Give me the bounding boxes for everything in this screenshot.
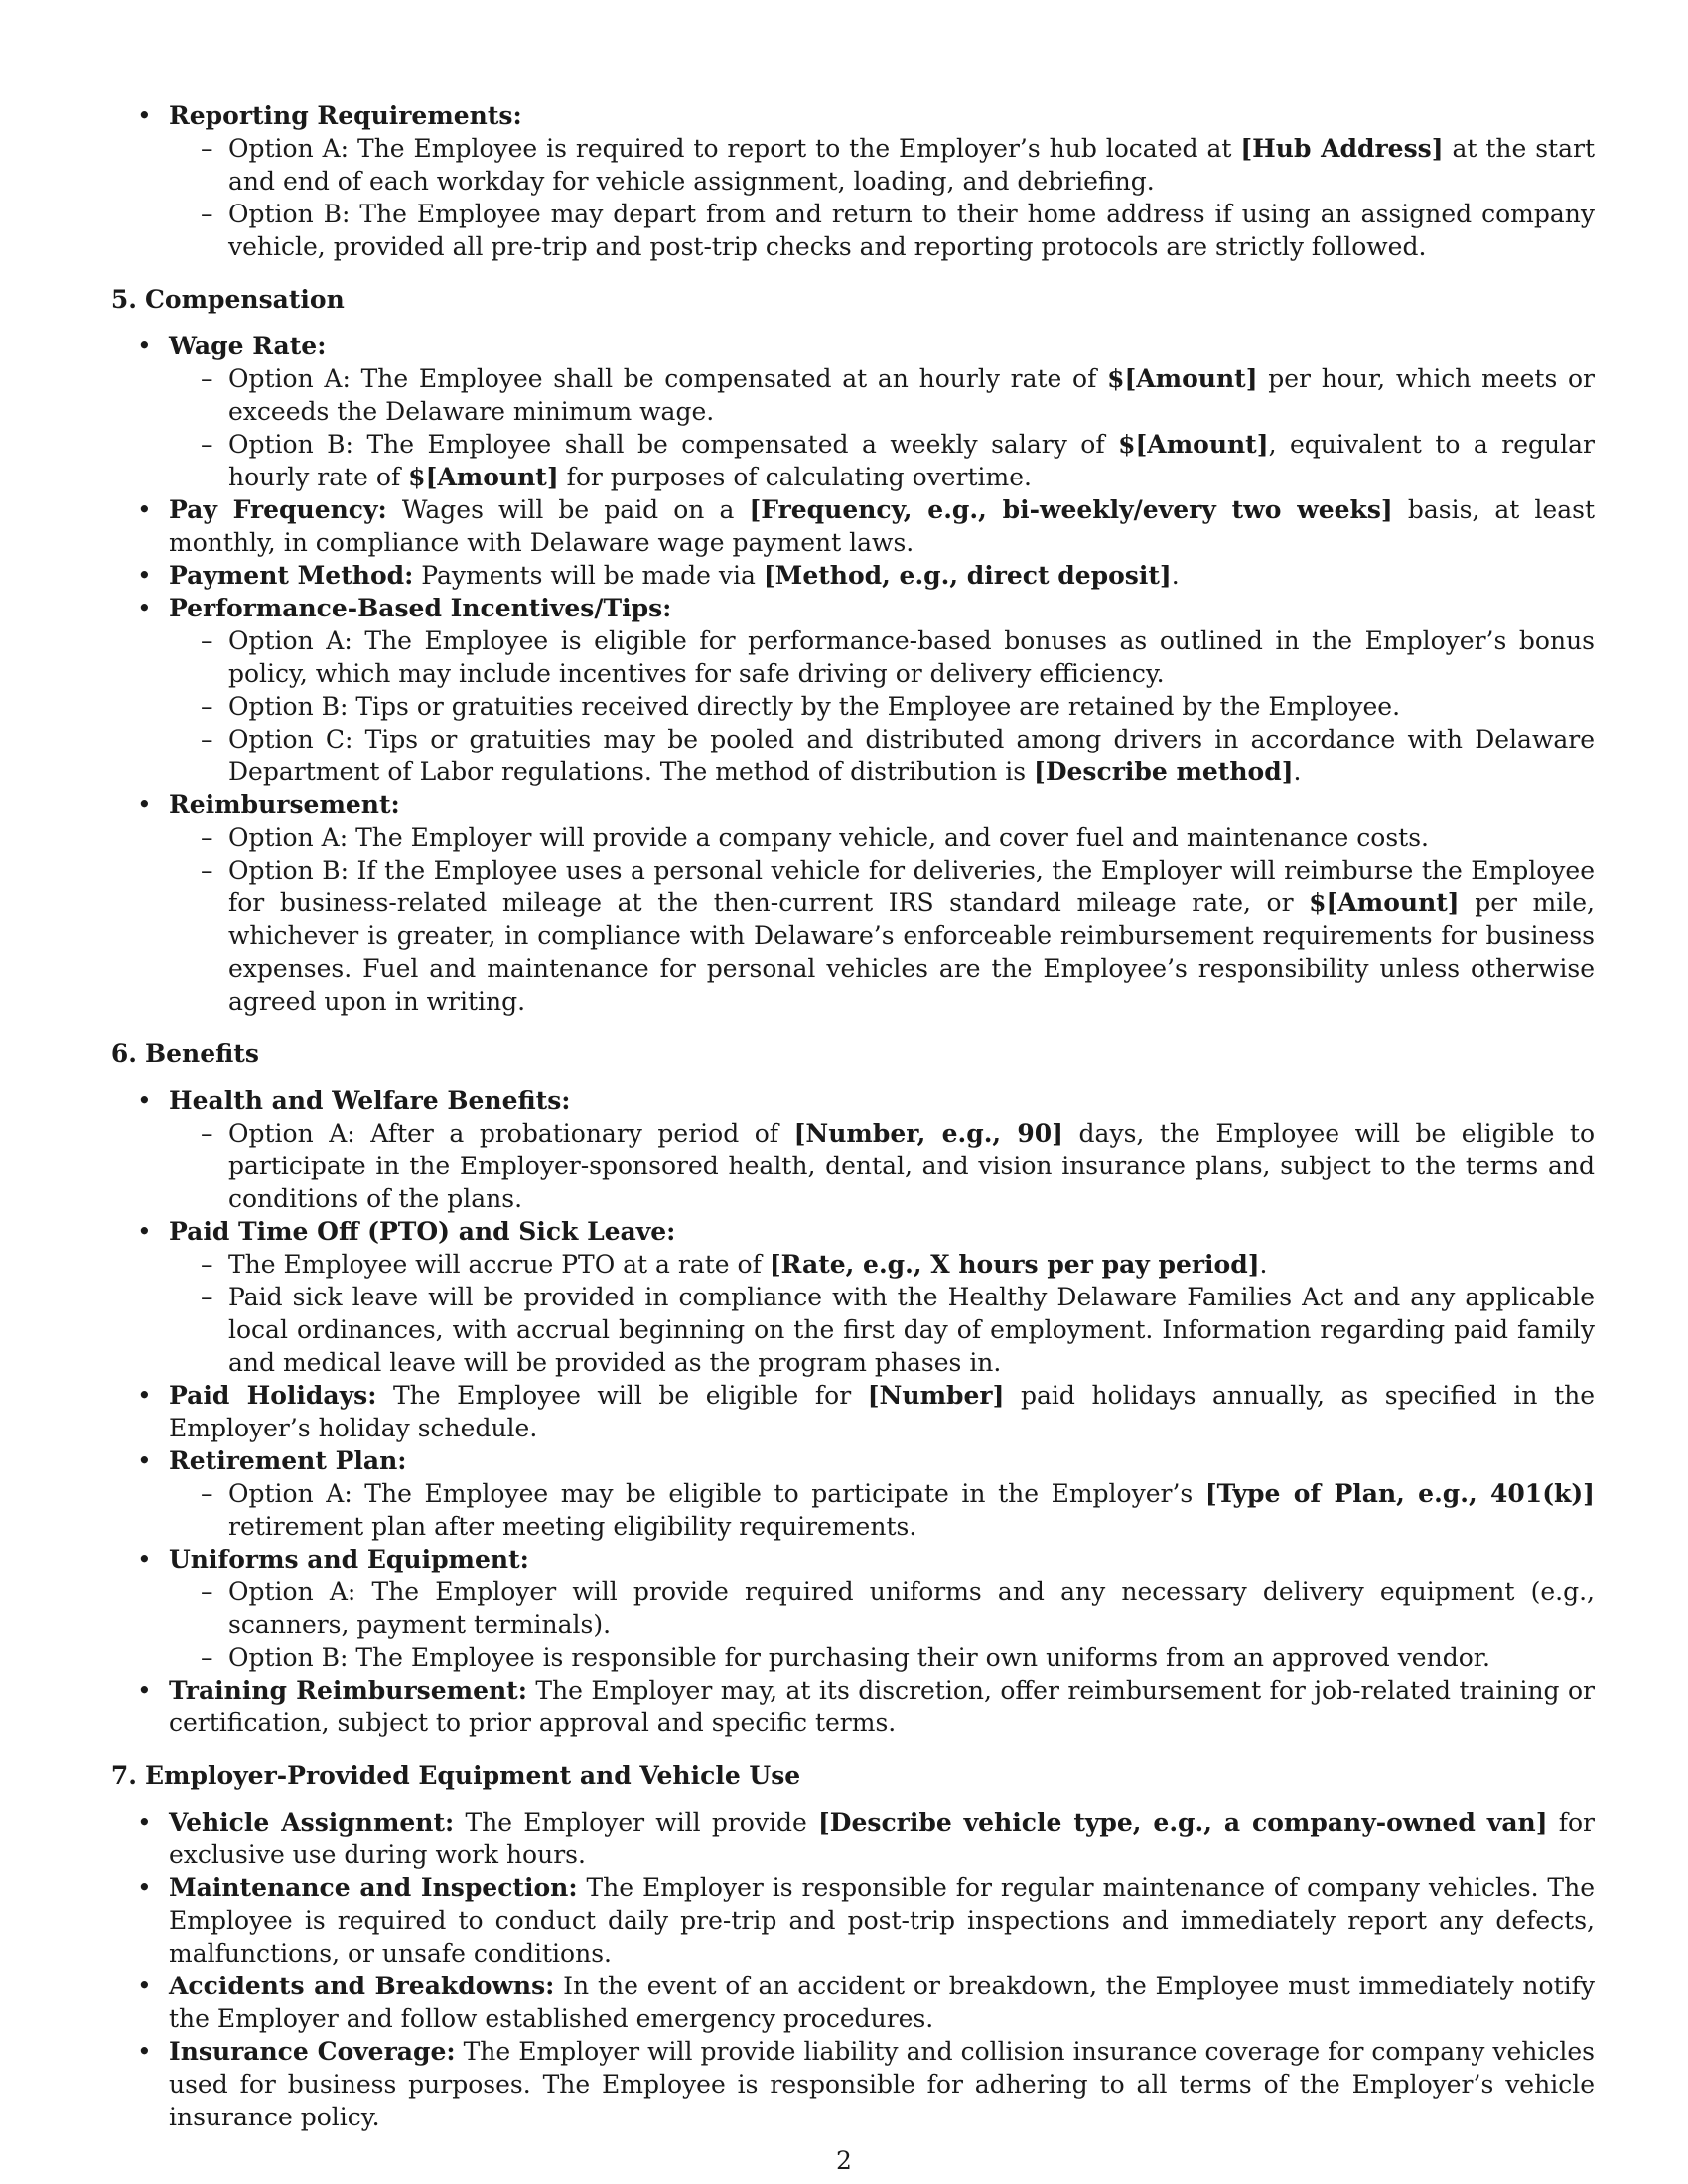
text: The Employer is responsible for regular maintenance of company vehicles. The Employee is required to conduct daily pre-trip and post-trip inspections and immediately report any defects, malfunctions, or unsafe conditions. xyxy=(169,1873,1595,1968)
item-title: Uniforms and Equipment: xyxy=(169,1545,529,1573)
pto-accrual xyxy=(169,1248,1595,1281)
incentive-option-b: – Option B: Tips or gratuities received directly by the Employee are retained by the Employee. xyxy=(169,690,1595,723)
item-title: Wage Rate: xyxy=(169,332,327,360)
reimbursement-options xyxy=(169,821,1595,1018)
placeholder-hub-address: [Hub Address] xyxy=(1240,134,1444,163)
reporting-option-b: – Option B: The Employee may depart from and return to their home address if using an assigned company vehicle, provided all pre-trip and post-trip checks and reporting protocols are strictly followed. xyxy=(169,198,1595,263)
placeholder-amount: $[Amount] xyxy=(408,463,559,491)
section-4-continued-list xyxy=(95,99,1595,263)
text: Option A: After a probationary period of xyxy=(228,1119,794,1148)
section-6-list xyxy=(95,1084,1595,1739)
text: days, the Employee will be eligible to participate in the Employer-sponsored health, dental, and vision insurance plans, subject to the terms and conditions of the plans. xyxy=(228,1119,1595,1213)
item-title: Retirement Plan: xyxy=(169,1446,407,1475)
uniform-option-a: – Option A: The Employer will provide required uniforms and any necessary delivery equipment (e.g., scanners, payment terminals). xyxy=(169,1575,1595,1641)
text: Option A: The Employee may be eligible to participate in the Employer’s xyxy=(228,1479,1205,1508)
incentive-option-c xyxy=(169,723,1595,788)
wage-options xyxy=(169,362,1595,493)
placeholder-number: [Number, e.g., 90] xyxy=(793,1119,1064,1148)
placeholder-rate: [Rate, e.g., X hours per pay period] xyxy=(769,1250,1260,1279)
insurance-item xyxy=(95,2035,1595,2133)
incentives-item xyxy=(95,592,1595,788)
page-number: 2 xyxy=(836,2146,852,2175)
section-number: 7. xyxy=(110,1761,137,1790)
text: . xyxy=(1259,1250,1268,1279)
item-title: Accidents and Breakdowns: xyxy=(169,1972,555,2000)
placeholder-amount: $[Amount] xyxy=(1309,888,1460,917)
text: , equivalent to a regular hourly rate of xyxy=(228,430,1595,491)
section-6-heading xyxy=(95,1037,1595,1070)
placeholder-method: [Method, e.g., direct deposit] xyxy=(763,561,1172,590)
text: The Employer will provide liability and collision insurance coverage for company vehicles used for business purposes. The Employee is responsible for adhering to all terms of the Employer’s vehicle insurance policy. xyxy=(169,2037,1595,2131)
pto-options xyxy=(169,1248,1595,1379)
placeholder-frequency: [Frequency, e.g., bi-weekly/every two weeks] xyxy=(749,495,1393,524)
uniforms-item xyxy=(95,1543,1595,1674)
text: Payments will be made via xyxy=(413,561,764,590)
text: The Employee will accrue PTO at a rate of xyxy=(228,1250,770,1279)
section-title: Benefits xyxy=(145,1039,259,1068)
text: basis, at least monthly, in compliance with Delaware wage payment laws. xyxy=(169,495,1595,557)
sick-leave: – Paid sick leave will be provided in compliance with the Healthy Delaware Families Act and any applicable local ordinances, with accrual beginning on the first day of employment. Information regarding paid family and medical leave will be provided as the program phases in. xyxy=(169,1281,1595,1379)
text: Option B: If the Employee uses a personal vehicle for deliveries, the Employer will reimburse the Employee for business-related mileage at the then-current IRS standard mileage rate, or xyxy=(228,856,1595,917)
item-title: Insurance Coverage: xyxy=(169,2037,456,2066)
text: Option A: The Employee is required to report to the Employer’s hub located at xyxy=(228,134,1241,163)
wage-option-b xyxy=(169,428,1595,493)
pay-frequency-item xyxy=(95,493,1595,559)
text: Wages will be paid on a xyxy=(386,495,750,524)
text: per mile, whichever is greater, in compliance with Delaware’s enforceable reimbursement requirements for business expenses. Fuel and maintenance for personal vehicles are the Employee’s responsibility unless otherwise agreed upon in writing. xyxy=(228,888,1595,1016)
text: Option C: Tips or gratuities may be pooled and distributed among drivers in accordance with Delaware Department of Labor regulations. The method of distribution is xyxy=(228,725,1595,786)
item-title: Performance-Based Incentives/Tips: xyxy=(169,594,672,622)
reimbursement-item xyxy=(95,788,1595,1018)
wage-rate-item xyxy=(95,330,1595,493)
text: Option B: The Employee shall be compensated a weekly salary of xyxy=(228,430,1119,459)
item-title: Pay Frequency: xyxy=(169,495,387,524)
item-title: Paid Time Off (PTO) and Sick Leave: xyxy=(169,1217,676,1246)
section-number: 6. xyxy=(110,1039,137,1068)
reporting-options xyxy=(169,132,1595,263)
text: at the start and end of each workday for vehicle assignment, loading, and debriefing. xyxy=(228,134,1595,196)
placeholder-method: [Describe method] xyxy=(1033,757,1294,786)
section-7-heading xyxy=(95,1759,1595,1792)
item-title: Health and Welfare Benefits: xyxy=(169,1086,571,1115)
incentive-option-a: – Option A: The Employee is eligible for performance-based bonuses as outlined in the Employer’s bonus policy, which may include incentives for safe driving or delivery efficiency. xyxy=(169,624,1595,690)
reporting-requirements-title: Reporting Requirements: xyxy=(169,101,522,130)
placeholder-plan-type: [Type of Plan, e.g., 401(k)] xyxy=(1204,1479,1595,1508)
text: retirement plan after meeting eligibility requirements. xyxy=(228,1512,917,1541)
item-title: Reimbursement: xyxy=(169,790,400,819)
payment-method-item xyxy=(95,559,1595,592)
training-reimbursement-item xyxy=(95,1674,1595,1739)
health-benefits-item xyxy=(95,1084,1595,1215)
retirement-options xyxy=(169,1477,1595,1543)
text: . xyxy=(1293,757,1302,786)
uniform-options xyxy=(169,1575,1595,1674)
section-title: Compensation xyxy=(145,285,345,314)
reporting-requirements-item xyxy=(95,99,1595,263)
placeholder-amount: $[Amount] xyxy=(1118,430,1269,459)
text: paid holidays annually, as specified in the Employer’s holiday schedule. xyxy=(169,1381,1596,1442)
reporting-option-a xyxy=(169,132,1595,198)
section-5-list xyxy=(95,330,1595,1018)
paid-holidays-item xyxy=(95,1379,1595,1444)
health-option-a xyxy=(169,1117,1595,1215)
text: Option A: The Employee shall be compensated at an hourly rate of xyxy=(228,364,1108,393)
text: for purposes of calculating overtime. xyxy=(558,463,1032,491)
reimbursement-option-b xyxy=(169,854,1595,1018)
text: for exclusive use during work hours. xyxy=(169,1808,1596,1869)
section-title: Employer-Provided Equipment and Vehicle Use xyxy=(145,1761,801,1790)
maintenance-item xyxy=(95,1871,1595,1970)
section-5-heading xyxy=(95,283,1595,316)
placeholder-vehicle-type: [Describe vehicle type, e.g., a company-owned van] xyxy=(817,1808,1548,1837)
uniform-option-b: – Option B: The Employee is responsible for purchasing their own uniforms from an approved vendor. xyxy=(169,1641,1595,1674)
text: The Employer may, at its discretion, offer reimbursement for job-related training or certification, subject to prior approval and specific terms. xyxy=(169,1676,1596,1737)
accidents-item xyxy=(95,1970,1595,2035)
health-options xyxy=(169,1117,1595,1215)
placeholder-amount: $[Amount] xyxy=(1107,364,1258,393)
reimbursement-option-a: – Option A: The Employer will provide a company vehicle, and cover fuel and maintenance costs. xyxy=(169,821,1595,854)
placeholder-number: [Number] xyxy=(867,1381,1005,1410)
text: The Employer will provide xyxy=(454,1808,818,1837)
item-title: Payment Method: xyxy=(169,561,414,590)
text: . xyxy=(1171,561,1180,590)
document-body xyxy=(95,99,1595,2133)
section-number: 5. xyxy=(110,285,137,314)
item-title: Paid Holidays: xyxy=(169,1381,377,1410)
item-title: Vehicle Assignment: xyxy=(169,1808,455,1837)
pto-item xyxy=(95,1215,1595,1379)
item-title: Training Reimbursement: xyxy=(169,1676,527,1705)
incentive-options xyxy=(169,624,1595,788)
retirement-plan-item xyxy=(95,1444,1595,1543)
retirement-option-a xyxy=(169,1477,1595,1543)
section-7-list xyxy=(95,1806,1595,2133)
text: The Employee will be eligible for xyxy=(376,1381,868,1410)
text: per hour, which meets or exceeds the Delaware minimum wage. xyxy=(228,364,1595,426)
item-title: Maintenance and Inspection: xyxy=(169,1873,578,1902)
wage-option-a xyxy=(169,362,1595,428)
vehicle-assignment-item xyxy=(95,1806,1595,1871)
text: In the event of an accident or breakdown, the Employee must immediately notify the Employer and follow established emergency procedures. xyxy=(169,1972,1595,2033)
